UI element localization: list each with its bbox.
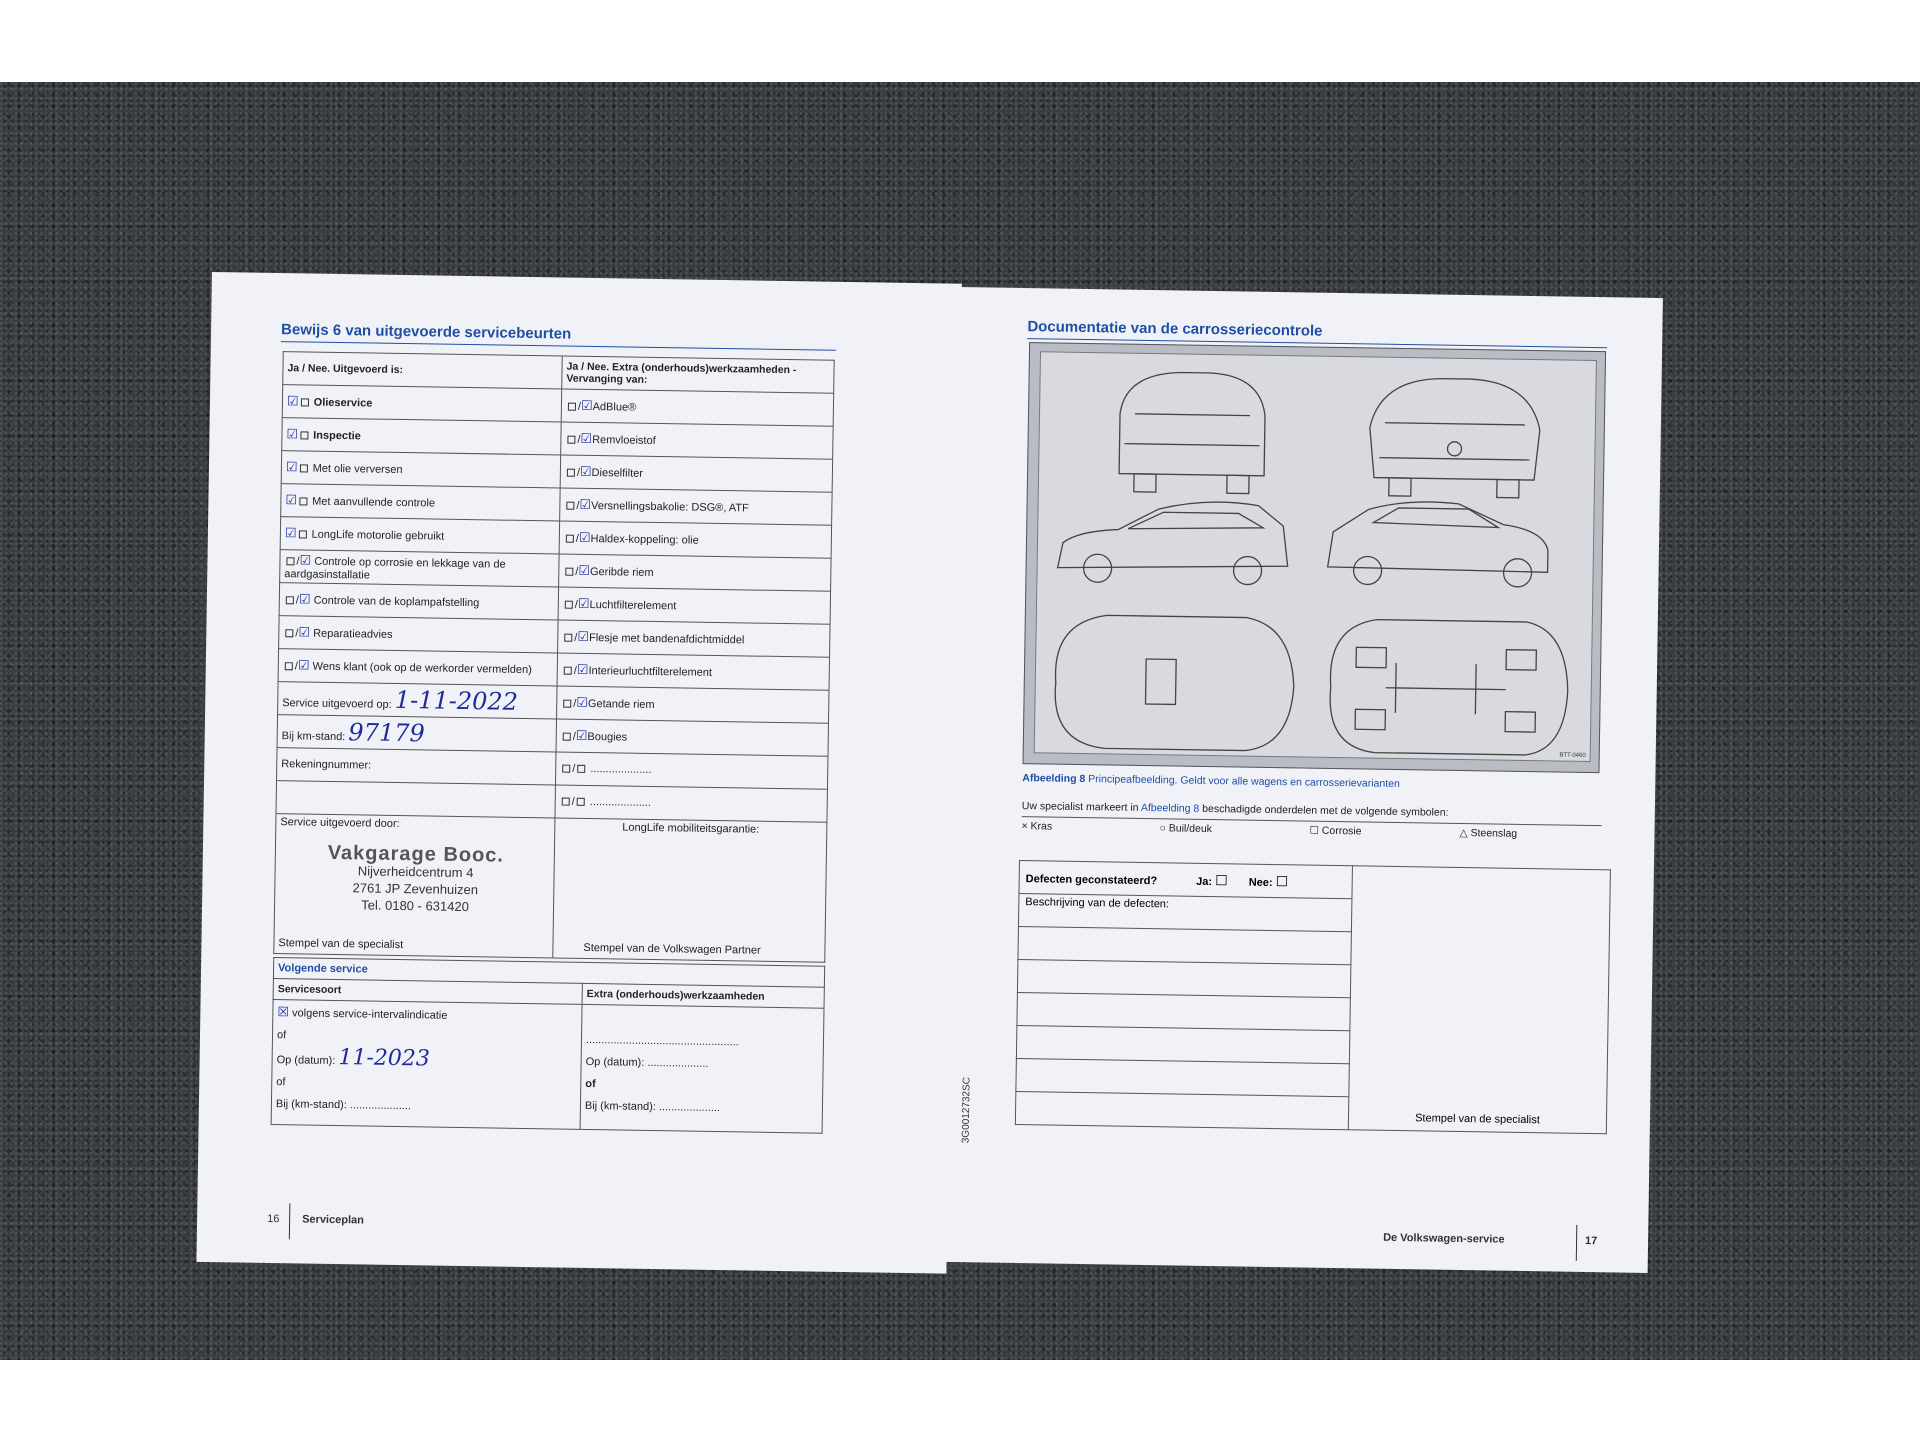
car-diagram: [1023, 342, 1607, 773]
symbol-steenslag: △ Steenslag: [1459, 826, 1518, 840]
dealer-stamp-area: [1348, 866, 1610, 1134]
service-table: [273, 351, 834, 963]
section-label: Serviceplan: [302, 1213, 364, 1227]
description-line[interactable]: [1016, 1059, 1349, 1097]
figure-caption: Afbeelding 8 Principeafbeelding. Geldt voor alle wagens en carrosserievarianten: [1022, 772, 1400, 791]
row-left[interactable]: ☑ LongLife motorolie gebruikt: [280, 517, 559, 554]
row-right[interactable]: /☑Interieurluchtfilterelement: [557, 653, 829, 690]
document-code: 3G0012732SC: [960, 1076, 973, 1144]
symbol-kras: × Kras: [1021, 820, 1053, 833]
row-left[interactable]: /☑ Reparatieadvies: [279, 616, 558, 653]
service-date-cell[interactable]: Service uitgevoerd op: 1-11-2022: [278, 682, 557, 719]
row-left[interactable]: /☑ Controle op corrosie en lekkage van de aardgasinstallatie: [280, 550, 559, 587]
description-line[interactable]: [1016, 1026, 1349, 1064]
row-right[interactable]: / ....................: [555, 752, 827, 789]
row-right[interactable]: /☑Luchtfilterelement: [558, 587, 830, 624]
footer-divider: [289, 1203, 291, 1239]
figure-code: BTT-0460: [1559, 752, 1586, 759]
section-label: De Volkswagen-service: [1383, 1231, 1505, 1246]
row-right[interactable]: /☑Haldex-koppeling: olie: [559, 521, 831, 558]
next-col2-header: Extra (onderhouds)werkzaamheden: [582, 983, 824, 1008]
car-diagram-area: [1034, 351, 1597, 762]
description-line[interactable]: [1017, 960, 1350, 998]
page-number: 17: [1584, 1234, 1598, 1248]
ja-checkbox[interactable]: ☐: [1215, 871, 1228, 888]
page-number: 16: [267, 1212, 280, 1226]
stamp-specialist-label: Stempel van de specialist: [278, 937, 404, 952]
nee-checkbox[interactable]: ☐: [1275, 872, 1289, 889]
row-left[interactable]: /☑ Controle van de koplampafstelling: [279, 583, 558, 620]
booklet-page-right: [943, 287, 1663, 1273]
booklet-page-left: [196, 272, 961, 1274]
row-left[interactable]: ☑ Olieservice: [282, 385, 561, 422]
description-line[interactable]: [1015, 1092, 1348, 1130]
footer-divider: [1576, 1225, 1578, 1261]
symbol-buil-deuk: ○ Buil/deuk: [1159, 822, 1213, 836]
row-right[interactable]: /☑Geribde riem: [559, 554, 831, 591]
next-col1-header: Servicesoort: [273, 979, 582, 1005]
spacer-cell: [276, 781, 555, 818]
row-left[interactable]: ☑ Met aanvullende controle: [281, 484, 560, 521]
title-rule: [281, 341, 836, 351]
row-right[interactable]: /☑AdBlue®: [561, 389, 833, 426]
stamp-specialist-label: Stempel van de specialist: [1415, 1112, 1540, 1127]
next-service-title: Volgende service: [273, 958, 824, 988]
km-cell[interactable]: Bij km-stand: 97179: [277, 715, 556, 752]
row-right[interactable]: / ....................: [555, 785, 827, 822]
mobility-label: LongLife mobiliteitsgarantie:: [622, 821, 760, 836]
performed-by-cell: [274, 814, 555, 958]
dealer-stamp: Vakgarage Booc. Nijverheidcentrum 4 2761 JP Zevenhuizen Tel. 0180 - 631420: [327, 841, 505, 915]
row-left[interactable]: ☑ Inspectie: [282, 418, 561, 455]
symbol-corrosie: ☐ Corrosie: [1309, 824, 1362, 838]
defects-table: [1015, 860, 1611, 1134]
stamp-partner-label: Stempel van de Volkswagen Partner: [583, 941, 761, 957]
car-outlines: [1035, 352, 1596, 761]
row-left[interactable]: ☑ Met olie verversen: [281, 451, 560, 488]
col2-header: Ja / Nee. Extra (onderhouds)werkzaamheden - Vervanging van:: [562, 356, 834, 393]
invoice-cell[interactable]: Rekeningnummer:: [277, 748, 556, 785]
page-title: Bewijs 6 van uitgevoerde servicebeurten: [280, 321, 572, 343]
extra-work-cell[interactable]: .................................................. Op (datum): .................... of Bij (km-stand): ....................: [580, 1004, 824, 1133]
row-right[interactable]: /☑Flesje met bandenafdichtmiddel: [558, 620, 830, 657]
marker-instruction: Uw specialist markeert in Afbeelding 8 beschadigde onderdelen met de volgende symbolen:: [1021, 800, 1449, 819]
col1-header: Ja / Nee. Uitgevoerd is:: [283, 352, 562, 389]
description-label: Beschrijving van de defecten:: [1018, 894, 1351, 932]
description-line[interactable]: [1017, 993, 1350, 1031]
row-right[interactable]: /☑Dieselfilter: [560, 455, 832, 492]
row-right[interactable]: /☑Remvloeistof: [561, 422, 833, 459]
description-line[interactable]: [1018, 927, 1351, 965]
row-right[interactable]: /☑Getande riem: [557, 686, 829, 723]
defects-question: Defecten geconstateerd? Ja: ☐ Nee: ☐: [1019, 861, 1352, 899]
performed-by-label: Service uitgevoerd door:: [280, 816, 400, 831]
page-title: Documentatie van de carrosseriecontrole: [1027, 318, 1323, 340]
row-right[interactable]: /☑Bougies: [556, 719, 828, 756]
mobility-cell: [553, 818, 827, 962]
row-left[interactable]: /☑ Wens klant (ook op de werkorder vermelden): [278, 649, 557, 686]
next-service-table: [271, 957, 826, 1134]
row-right[interactable]: /☑Versnellingsbakolie: DSG®, ATF: [560, 488, 832, 525]
service-type-cell[interactable]: ☒ volgens service-intervalindicatie of Op (datum): 11-2023 of Bij (km-stand): ....................: [271, 1000, 582, 1130]
